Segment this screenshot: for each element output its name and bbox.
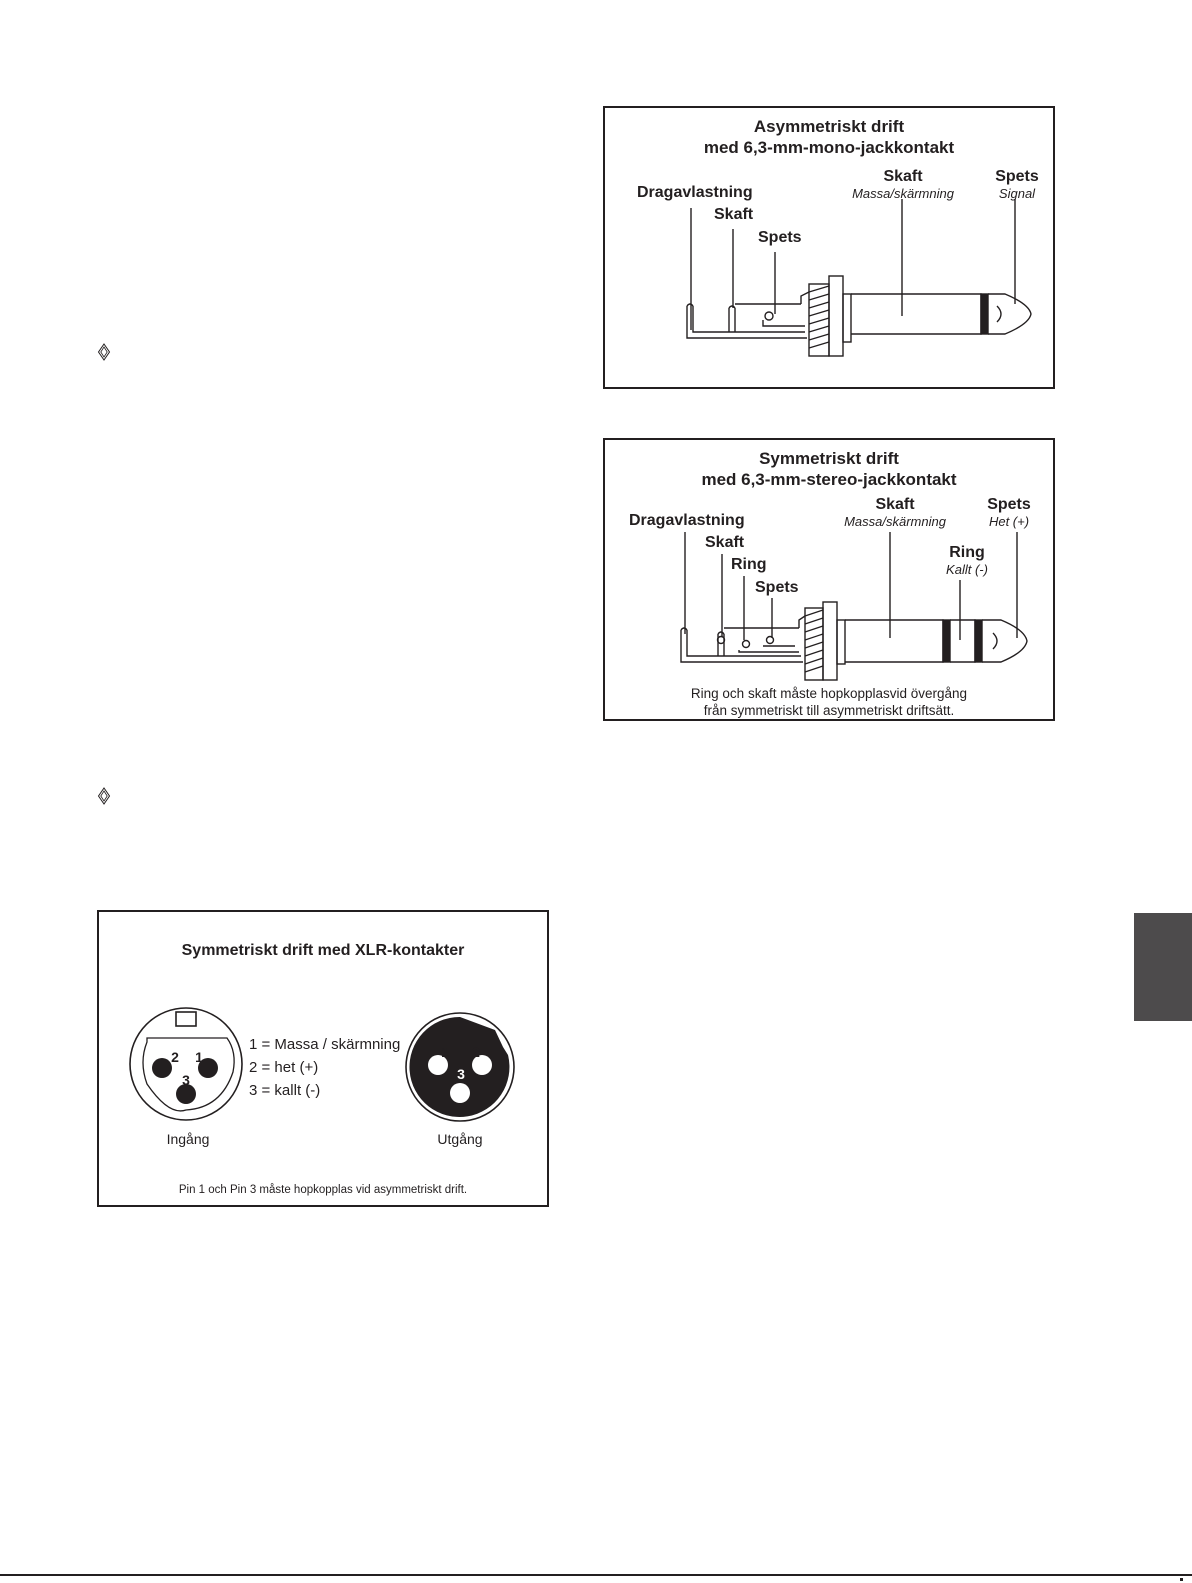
mono-skaft-left-label: Skaft	[714, 206, 754, 223]
xlr-output-label: Utgång	[437, 1131, 483, 1147]
mono-spets-right-sub: Signal	[998, 186, 1036, 201]
footer-dot	[1180, 1578, 1183, 1581]
stereo-jack-diagram	[603, 438, 1055, 721]
mono-dragavlastning-label: Dragavlastning	[637, 184, 753, 201]
chapter-tab	[1134, 913, 1192, 1021]
mono-skaft-right-label: Skaft	[883, 168, 923, 185]
stereo-dragavlastning-label: Dragavlastning	[629, 512, 745, 529]
xlr-output-pin-label: 1	[441, 1044, 449, 1060]
stereo-note-line2: från symmetriskt till asymmetriskt driftsätt.	[703, 703, 955, 718]
xlr-legend-3: 3 = kallt (-)	[249, 1082, 321, 1099]
stereo-title-line1: Symmetriskt drift	[759, 449, 899, 468]
footer-rule	[0, 1574, 1192, 1576]
xlr-note: Pin 1 och Pin 3 måste hopkopplas vid asymmetriskt drift.	[178, 1184, 468, 1196]
stereo-spets-left-label: Spets	[755, 579, 799, 596]
xlr-legend-2: 2 = het (+)	[249, 1059, 319, 1076]
xlr-legend-1: 1 = Massa / skärmning	[249, 1036, 401, 1053]
mono-skaft-right-sub: Massa/skärmning	[852, 186, 954, 201]
stereo-ring-right-sub: Kallt (-)	[946, 562, 988, 577]
stereo-skaft-right-sub: Massa/skärmning	[844, 514, 946, 529]
xlr-output-pin-label: 3	[457, 1066, 465, 1082]
mono-spets-left-label: Spets	[758, 229, 802, 246]
stereo-title-line2: med 6,3-mm-stereo-jackkontakt	[701, 470, 957, 489]
mono-jack-diagram	[603, 106, 1055, 389]
xlr-output-pin-label: 2	[472, 1044, 480, 1060]
stereo-ring-right-label: Ring	[949, 544, 985, 561]
mono-spets-right-label: Spets	[995, 168, 1039, 185]
xlr-input-pin-label: 1	[195, 1049, 203, 1065]
xlr-diagram	[97, 910, 549, 1207]
xlr-title: Symmetriskt drift med XLR-kontakter	[181, 942, 465, 959]
xlr-input-pin-label: 3	[182, 1072, 190, 1088]
mono-title-line1: Asymmetriskt drift	[753, 117, 905, 136]
stereo-ring-left-label: Ring	[731, 556, 767, 573]
stereo-spets-right-sub: Het (+)	[988, 514, 1030, 529]
xlr-input-label: Ingång	[166, 1131, 210, 1147]
stereo-skaft-right-label: Skaft	[875, 496, 915, 513]
xlr-input-pin-label: 2	[171, 1049, 179, 1065]
mono-title-line2: med 6,3-mm-mono-jackkontakt	[703, 138, 955, 157]
diamond-marker-icon	[97, 343, 111, 361]
stereo-skaft-left-label: Skaft	[705, 534, 745, 551]
stereo-note-line1: Ring och skaft måste hopkopplasvid övergång	[690, 686, 968, 701]
stereo-spets-right-label: Spets	[987, 496, 1031, 513]
diamond-marker-icon	[97, 787, 111, 805]
